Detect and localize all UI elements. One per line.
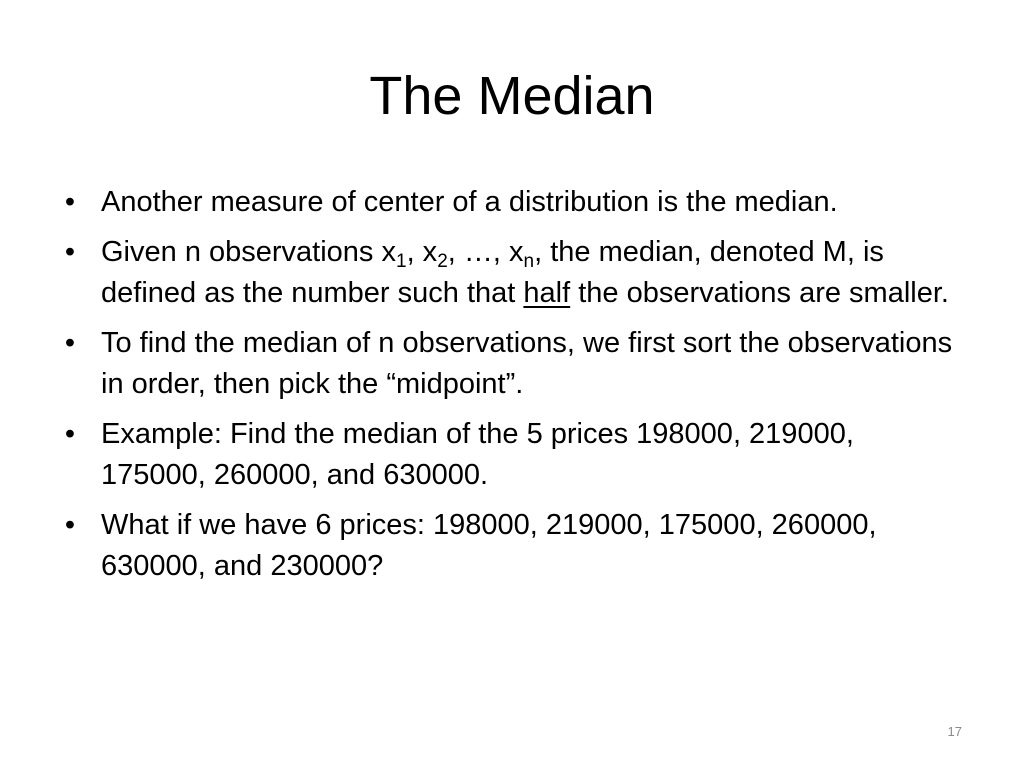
text-segment: , …, x (447, 236, 524, 268)
underlined-word: half (523, 277, 571, 309)
bullet-item (56, 323, 966, 405)
bullet-icon: • (64, 509, 76, 541)
bullet-text: Another measure of center of a distribution is the median. (101, 186, 838, 218)
bullet-item (56, 182, 966, 223)
bullet-icon: • (64, 327, 76, 359)
bullet-text: What if we have 6 prices: 198000, 219000, 175000, 260000, 630000, and 230000? (101, 509, 877, 582)
subscript: n (523, 251, 535, 272)
text-segment: , the median, denoted M, is defined as the number such that (101, 236, 884, 309)
bullet-item (56, 232, 966, 314)
text-segment: the observations are smaller. (570, 277, 949, 309)
bullet-icon: • (64, 418, 76, 450)
bullet-text: Example: Find the median of the 5 prices 198000, 219000, 175000, 260000, and 630000. (101, 418, 854, 491)
bullet-icon: • (64, 186, 76, 218)
page-number: 17 (947, 724, 962, 739)
subscript: 2 (437, 251, 448, 272)
subscript: 1 (395, 251, 407, 272)
bullet-list (56, 182, 966, 596)
text-segment: , x (406, 236, 438, 268)
bullet-item (56, 414, 966, 496)
slide-title: The Median (369, 66, 655, 126)
bullet-icon: • (64, 236, 76, 268)
text-segment: Given n observations x (101, 236, 396, 268)
bullet-item (56, 505, 966, 587)
bullet-text: To find the median of n observations, we first sort the observations in order, then pick the “midpoint”. (101, 327, 953, 400)
bullet-text (101, 236, 949, 309)
